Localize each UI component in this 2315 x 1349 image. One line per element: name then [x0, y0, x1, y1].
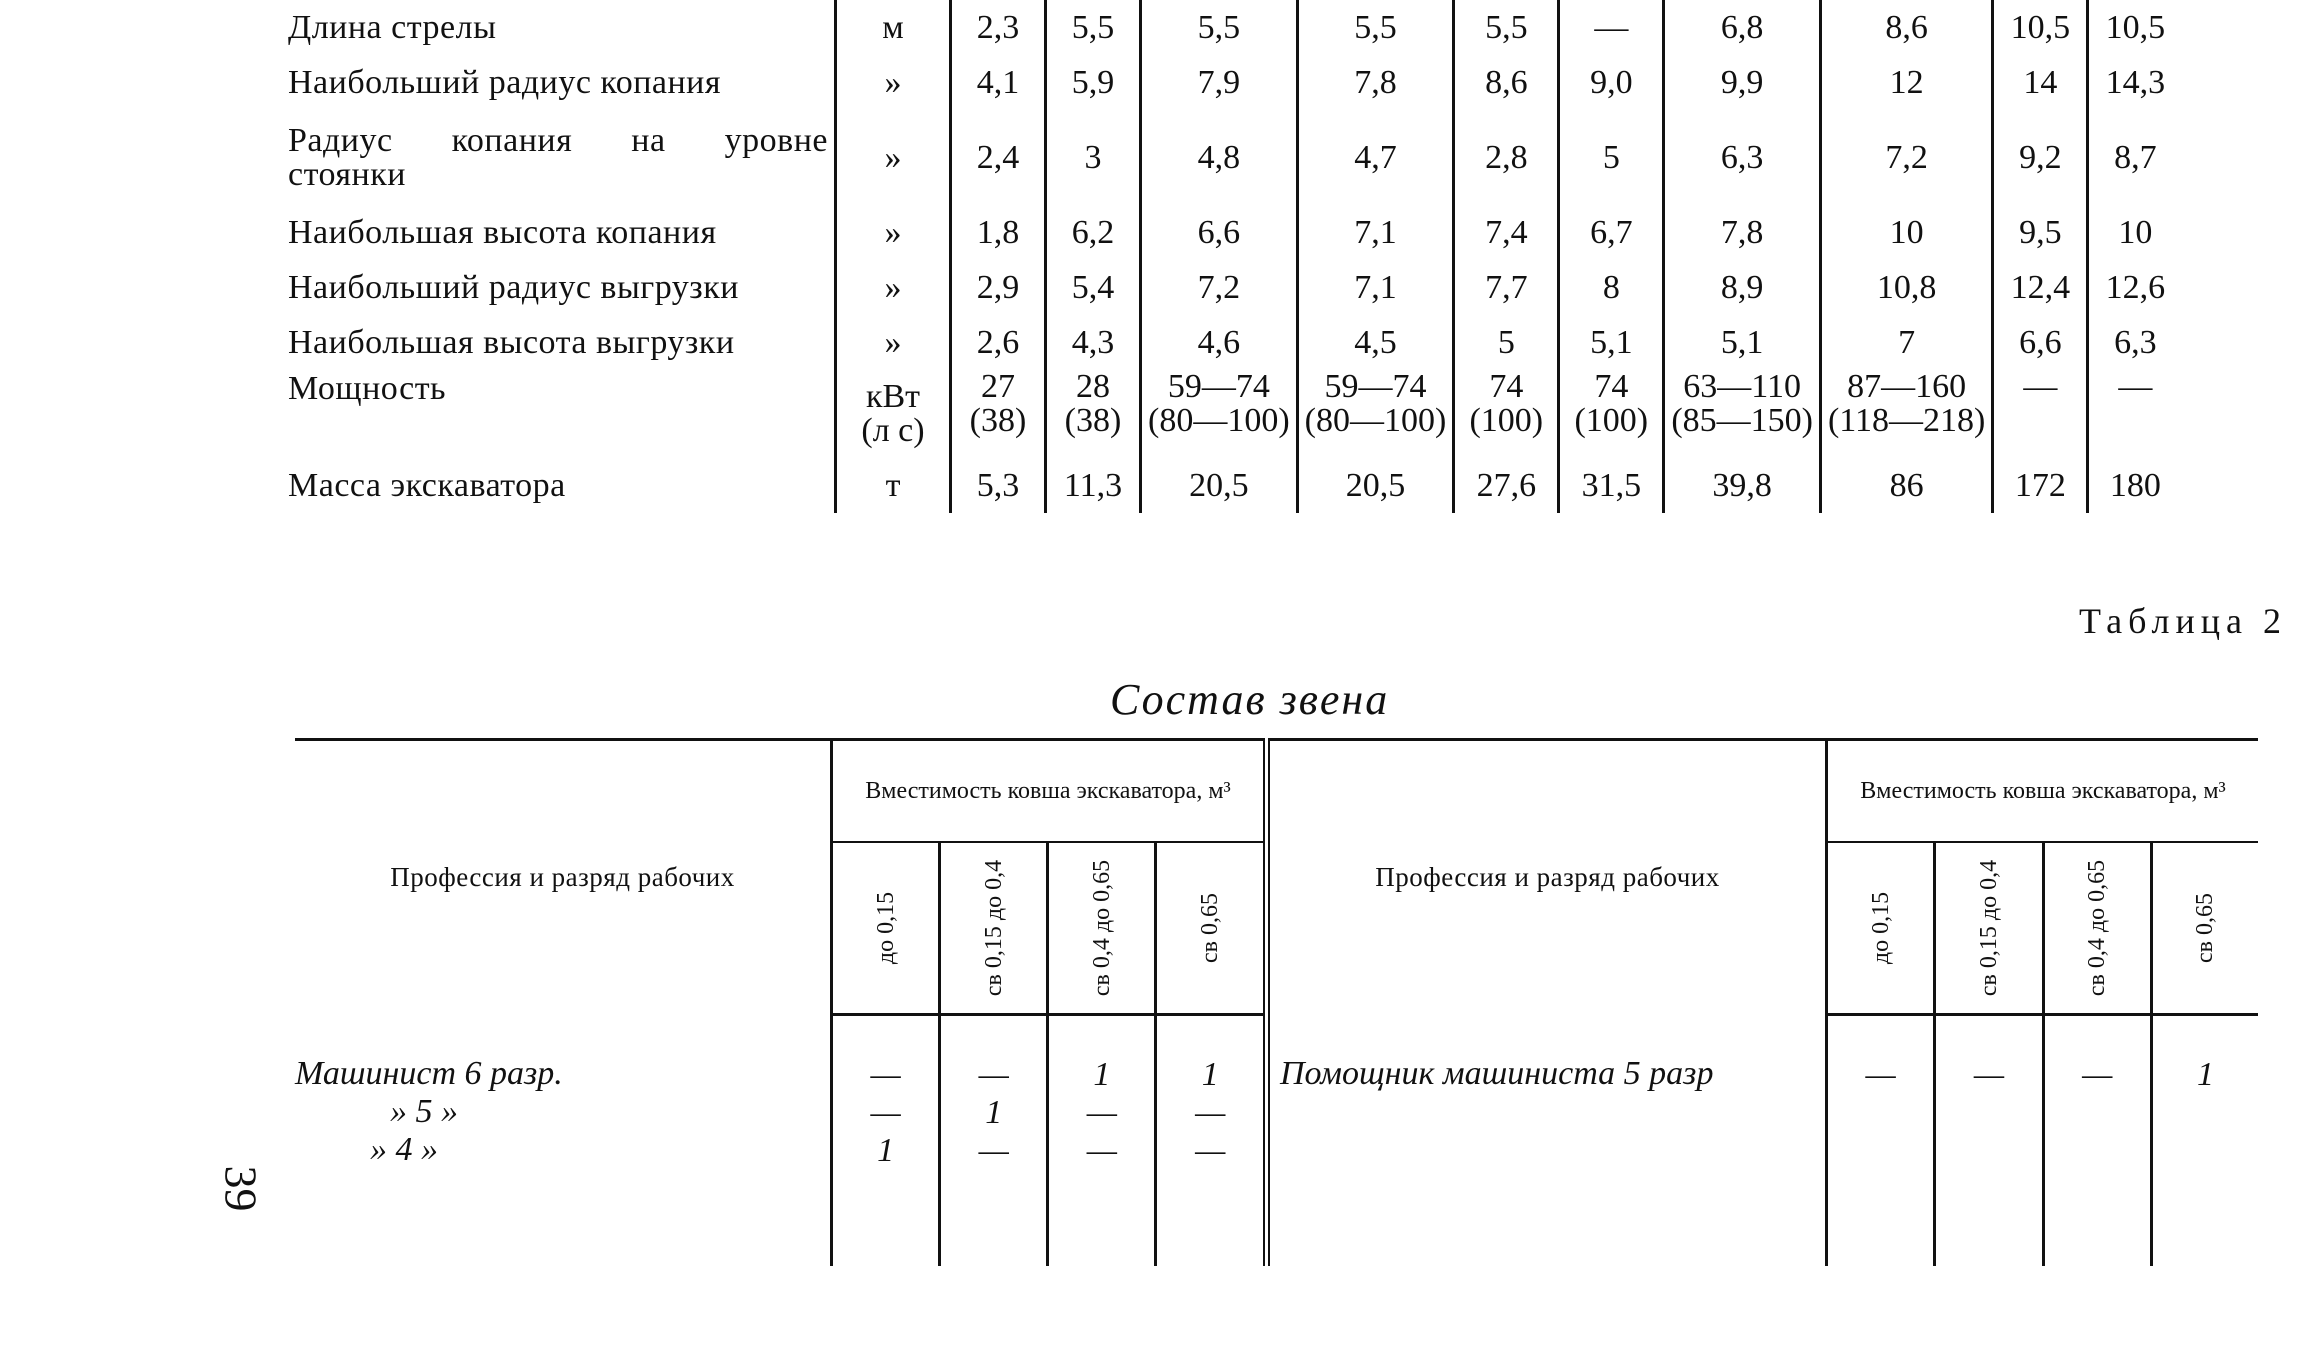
spec-value: 4,8 — [1141, 110, 1298, 205]
spec-unit: кВт (л с) — [836, 370, 951, 458]
spec-value: 7,8 — [1664, 205, 1821, 260]
right-col-2: — — [2043, 1015, 2151, 1267]
spec-value: 5,4 — [1046, 260, 1141, 315]
spec-value: 8,6 — [1820, 0, 1992, 55]
spec-value: 14 — [1993, 55, 2088, 110]
spec-label: Масса экскаватора — [288, 466, 566, 504]
spec-value: 12,6 — [2105, 268, 2166, 306]
spec-value: 4,1 — [951, 55, 1046, 110]
spec-label: Наибольший радиус выгрузки — [288, 268, 739, 306]
spec-value: — — [1559, 0, 1664, 55]
spec-label: Радиус копания на уровне стоянки — [288, 121, 828, 193]
prof-header-left: Профессия и разряд рабочих — [295, 740, 832, 1015]
spec-value: 2,8 — [1454, 110, 1559, 205]
spec-value: 4,5 — [1297, 315, 1454, 370]
spec-value: 28 (38) — [1046, 370, 1141, 458]
table-caption: Таблица 2 — [2079, 601, 2287, 641]
left-col-2: 1 — — — [1048, 1015, 1156, 1267]
spec-value: 5,5 — [1454, 0, 1559, 55]
spec-value: 14,3 — [2105, 63, 2166, 101]
spec-row — [280, 0, 2181, 55]
spec-value: 172 — [1993, 458, 2088, 513]
spec-value: 4,7 — [1297, 110, 1454, 205]
spec-value: 180 — [2109, 466, 2161, 504]
spec-unit: » — [836, 205, 951, 260]
spec-value: 5,3 — [951, 458, 1046, 513]
capacity-header-left: Вместимость ковша экскаватора, м³ — [832, 740, 1267, 843]
spec-row — [280, 458, 2181, 513]
spec-value: 8,7 — [2114, 138, 2157, 176]
spec-value: 4,6 — [1141, 315, 1298, 370]
right-col-1: — — [1935, 1015, 2043, 1267]
spec-value: 10,5 — [1993, 0, 2088, 55]
spec-value: 74 (100) — [1559, 370, 1664, 458]
spec-value: 5,9 — [1046, 55, 1141, 110]
spec-value: 9,0 — [1559, 55, 1664, 110]
table-title: Состав звена — [1110, 675, 1390, 724]
spec-value: 20,5 — [1297, 458, 1454, 513]
spec-value: 5,1 — [1559, 315, 1664, 370]
spec-unit: » — [836, 110, 951, 205]
col-header: св 0,65 — [2151, 842, 2258, 1015]
spec-value: 7,9 — [1141, 55, 1298, 110]
spec-value: 6,3 — [2114, 323, 2157, 361]
spec-value: 12,4 — [1993, 260, 2088, 315]
spec-unit: » — [836, 260, 951, 315]
spec-unit: » — [836, 315, 951, 370]
spec-value: 87—160 (118—218) — [1820, 370, 1992, 458]
spec-value: 59—74 (80—100) — [1141, 370, 1298, 458]
spec-value: 63—110 (85—150) — [1664, 370, 1821, 458]
col-header: св 0,4 до 0,65 — [2043, 842, 2151, 1015]
spec-value: — — [2118, 368, 2153, 405]
spec-value: 5,1 — [1664, 315, 1821, 370]
spec-label: Наибольшая высота выгрузки — [288, 323, 735, 361]
left-col-0: — — 1 — [832, 1015, 940, 1267]
spec-value: 7 — [1820, 315, 1992, 370]
spec-value: 5,5 — [1046, 0, 1141, 55]
crew-composition-table — [295, 738, 2258, 1266]
spec-value: 2,4 — [951, 110, 1046, 205]
excavator-specs-table — [280, 0, 2181, 513]
col-header: св 0,15 до 0,4 — [940, 842, 1048, 1015]
spec-value: 8 — [1559, 260, 1664, 315]
spec-row — [280, 370, 2181, 458]
spec-value: 7,1 — [1297, 260, 1454, 315]
spec-label: Длина стрелы — [288, 8, 497, 46]
spec-value: 12 — [1820, 55, 1992, 110]
spec-value: 5 — [1454, 315, 1559, 370]
spec-value: 8,6 — [1454, 55, 1559, 110]
right-col-3: 1 — [2151, 1015, 2258, 1267]
spec-unit: т — [836, 458, 951, 513]
page-number: 39 — [215, 1165, 267, 1212]
spec-value: 5,5 — [1141, 0, 1298, 55]
spec-label: Наибольшая высота копания — [288, 213, 717, 251]
col-header: св 0,4 до 0,65 — [1048, 842, 1156, 1015]
spec-value: 9,5 — [1993, 205, 2088, 260]
spec-row — [280, 205, 2181, 260]
spec-value: 10 — [1820, 205, 1992, 260]
prof-header-right: Профессия и разряд рабочих — [1267, 740, 1827, 1015]
spec-value: 20,5 — [1141, 458, 1298, 513]
col-header: св 0,15 до 0,4 — [1935, 842, 2043, 1015]
col-header: до 0,15 — [1827, 842, 1935, 1015]
spec-value: 27,6 — [1454, 458, 1559, 513]
spec-value: 7,8 — [1297, 55, 1454, 110]
spec-value: 6,2 — [1046, 205, 1141, 260]
spec-value: 2,9 — [951, 260, 1046, 315]
spec-value: 59—74 (80—100) — [1297, 370, 1454, 458]
spec-value: 5,5 — [1297, 0, 1454, 55]
spec-value: 31,5 — [1559, 458, 1664, 513]
spec-value: 7,7 — [1454, 260, 1559, 315]
spec-value: 10,8 — [1820, 260, 1992, 315]
spec-value: 2,6 — [951, 315, 1046, 370]
spec-unit: м — [836, 0, 951, 55]
spec-value: 7,2 — [1820, 110, 1992, 205]
spec-value: 8,9 — [1664, 260, 1821, 315]
spec-unit: » — [836, 55, 951, 110]
spec-label: Наибольший радиус копания — [288, 63, 722, 101]
spec-value: 27 (38) — [951, 370, 1046, 458]
left-professions: Машинист 6 разр. » 5 » » 4 » — [295, 1054, 563, 1168]
spec-value: 86 — [1820, 458, 1992, 513]
spec-value: 6,7 — [1559, 205, 1664, 260]
spec-value: 6,6 — [1993, 315, 2088, 370]
spec-value: 6,8 — [1664, 0, 1821, 55]
spec-value: — — [1993, 370, 2088, 458]
spec-value: 6,3 — [1664, 110, 1821, 205]
capacity-header-right: Вместимость ковша экскаватора, м³ — [1827, 740, 2259, 843]
spec-row — [280, 260, 2181, 315]
spec-row — [280, 55, 2181, 110]
spec-value: 10,5 — [2105, 8, 2166, 46]
col-header: до 0,15 — [832, 842, 940, 1015]
spec-value: 39,8 — [1664, 458, 1821, 513]
spec-value: 11,3 — [1046, 458, 1141, 513]
col-header: св 0,65 — [1156, 842, 1267, 1015]
right-profession: Помощник машиниста 5 разр — [1267, 1015, 1827, 1267]
spec-value: 7,4 — [1454, 205, 1559, 260]
spec-row — [280, 315, 2181, 370]
spec-value: 7,2 — [1141, 260, 1298, 315]
spec-value: 7,1 — [1297, 205, 1454, 260]
spec-value: 5 — [1559, 110, 1664, 205]
left-col-3: 1 — — — [1156, 1015, 1267, 1267]
spec-value: 4,3 — [1046, 315, 1141, 370]
spec-value: 9,9 — [1664, 55, 1821, 110]
spec-value: 3 — [1046, 110, 1141, 205]
spec-value: 74 (100) — [1454, 370, 1559, 458]
left-col-1: — 1 — — [940, 1015, 1048, 1267]
spec-value: 10 — [2118, 213, 2153, 251]
spec-value: 1,8 — [951, 205, 1046, 260]
right-col-0: — — [1827, 1015, 1935, 1267]
spec-row — [280, 110, 2181, 205]
spec-label: Мощность — [288, 370, 447, 407]
spec-value: 2,3 — [951, 0, 1046, 55]
spec-value: 9,2 — [1993, 110, 2088, 205]
spec-value: 6,6 — [1141, 205, 1298, 260]
